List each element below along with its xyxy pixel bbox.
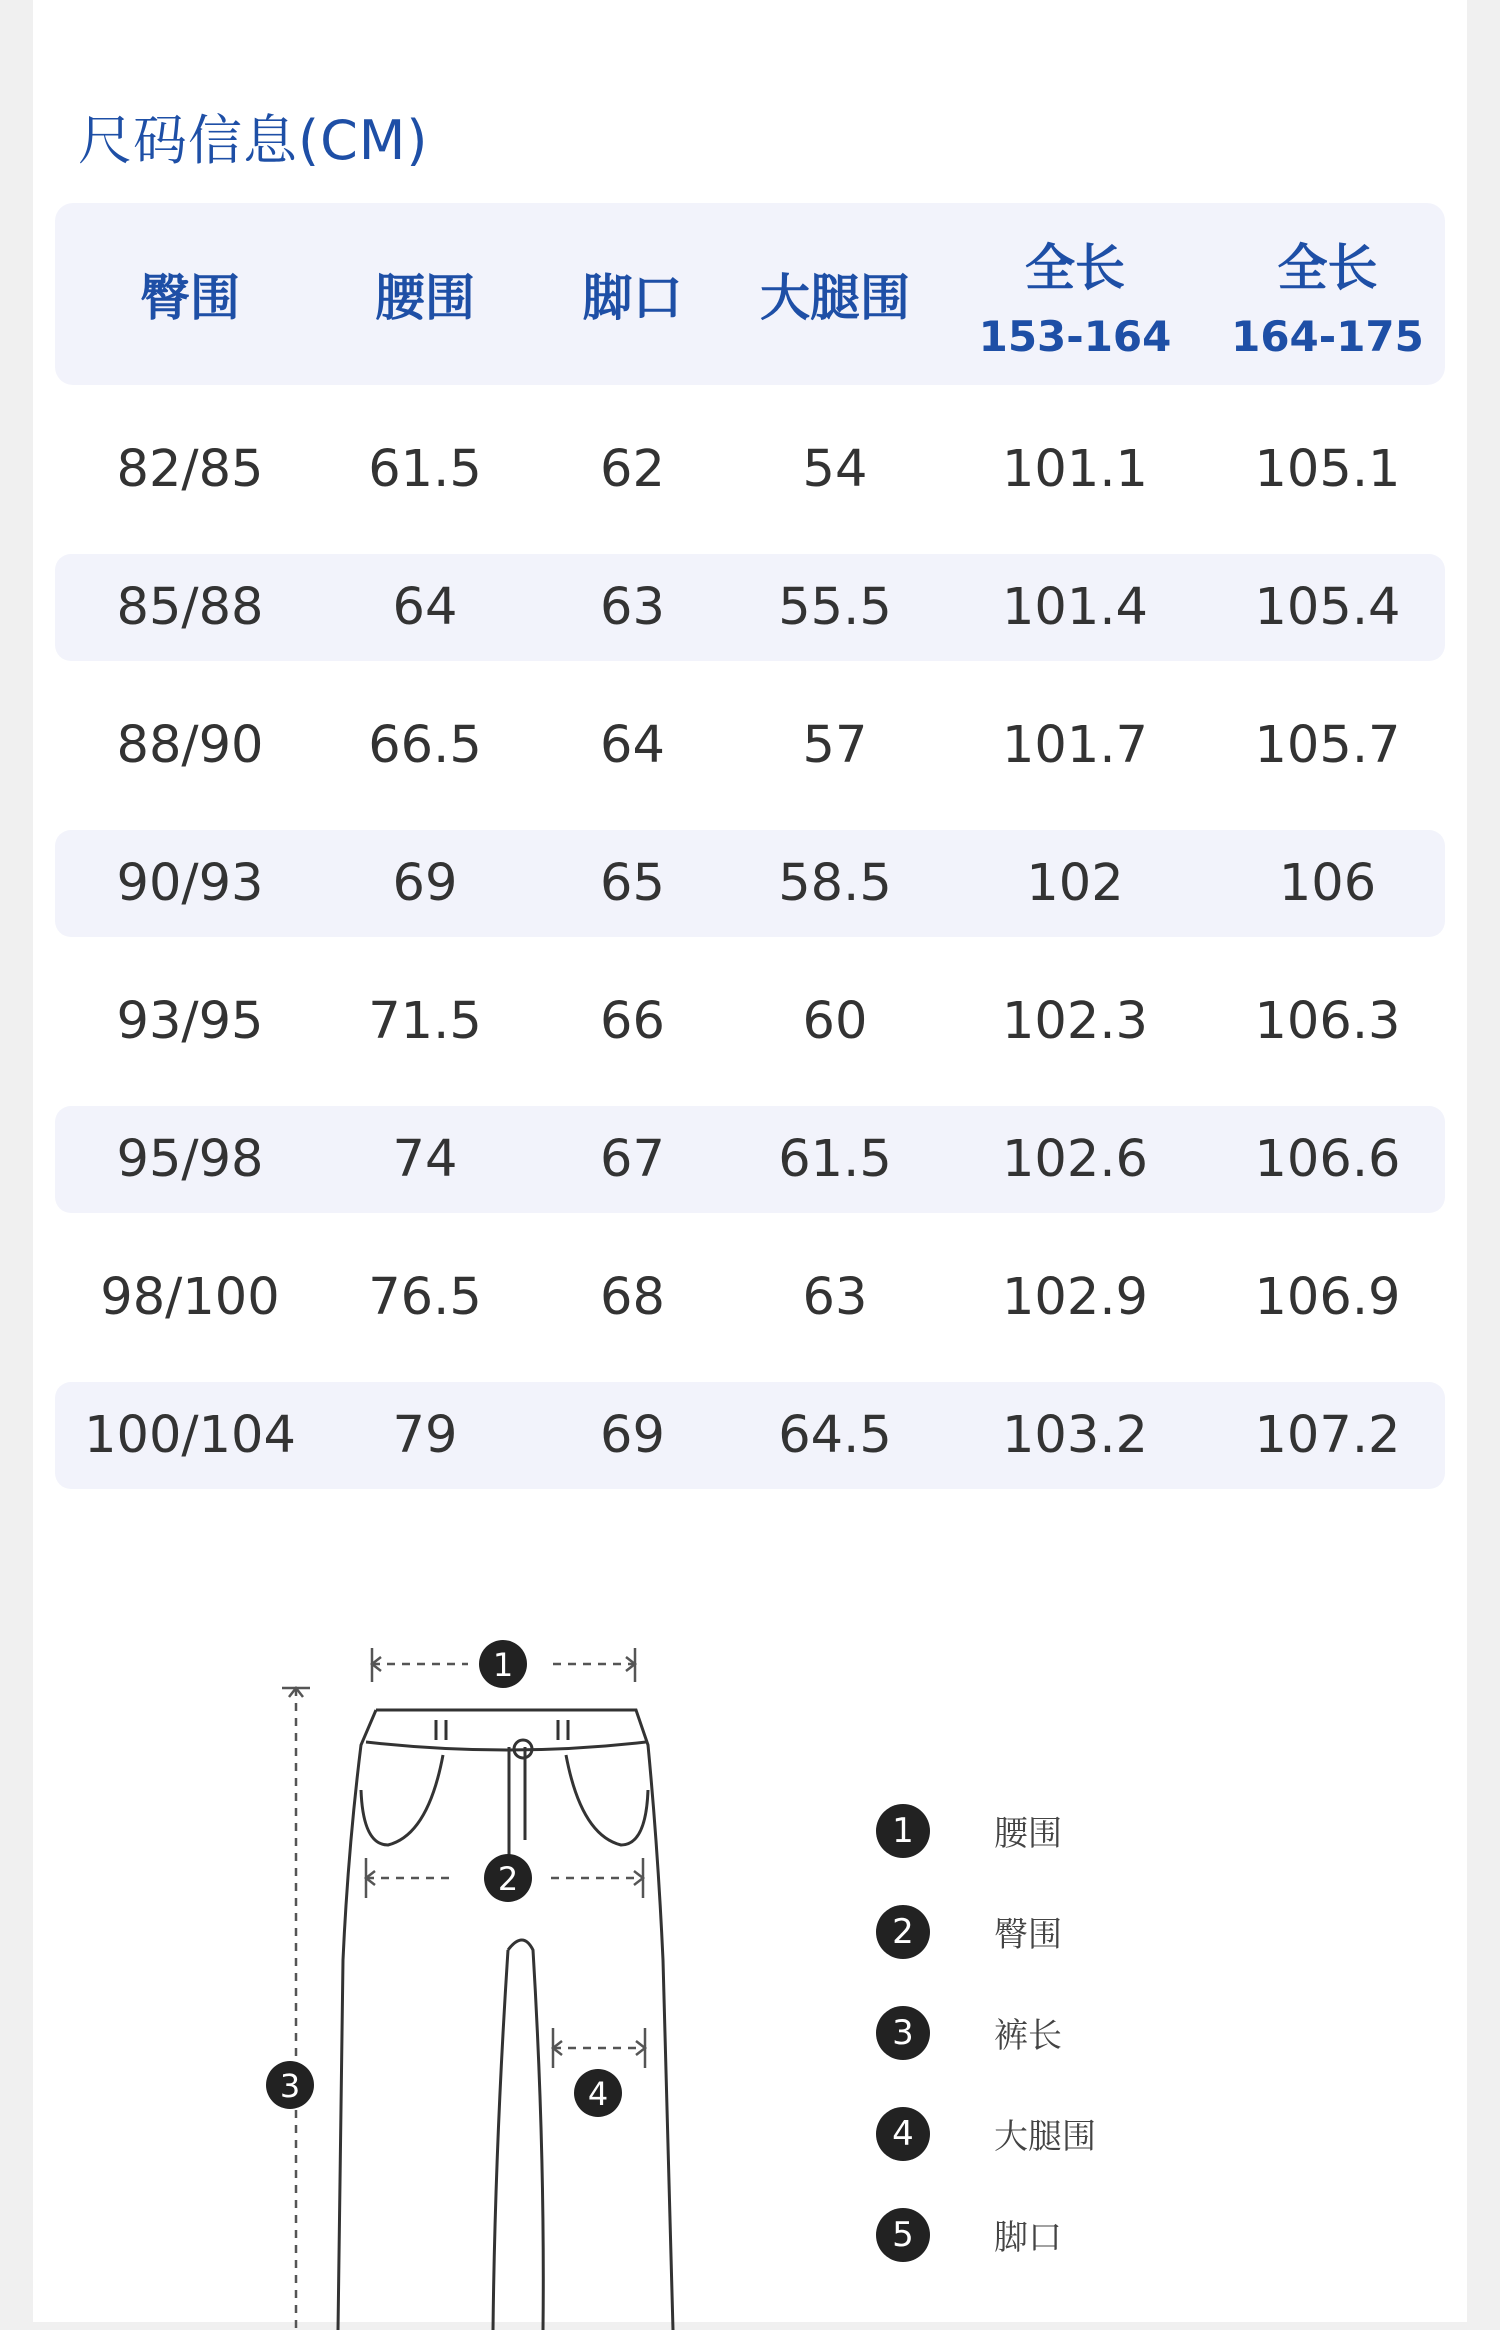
header-sub: 153-164 — [978, 311, 1172, 361]
legend-label: 脚口 — [994, 2218, 1062, 2258]
cell-leg-opening: 65 — [600, 854, 665, 913]
cell-thigh: 60 — [802, 992, 868, 1051]
cell-length-short: 103.2 — [1001, 1406, 1148, 1465]
legend-label: 大腿围 — [994, 2117, 1096, 2157]
diagram-marker-2 — [484, 1854, 532, 1902]
cell-leg-opening: 63 — [600, 578, 665, 637]
cell-hip: 93/95 — [116, 992, 264, 1051]
legend-label: 臀围 — [994, 1915, 1062, 1955]
cell-waist: 61.5 — [368, 440, 482, 499]
table-row — [55, 416, 1445, 523]
cell-length-long: 105.4 — [1254, 578, 1401, 637]
cell-waist: 66.5 — [368, 716, 482, 775]
legend-item — [876, 1780, 1276, 1881]
cell-hip: 95/98 — [116, 1130, 264, 1189]
cell-length-short: 102.9 — [1001, 1268, 1148, 1327]
legend-number: 5 — [876, 2208, 930, 2262]
header-label: 全长 — [1277, 238, 1378, 297]
table-row — [55, 554, 1445, 661]
diagram-marker-1 — [479, 1640, 527, 1688]
legend-item — [876, 2184, 1276, 2285]
cell-hip: 85/88 — [116, 578, 264, 637]
diagram-marker-3 — [266, 2061, 314, 2109]
cell-length-short: 101.7 — [1001, 716, 1148, 775]
legend-number: 2 — [876, 1905, 930, 1959]
cell-waist: 79 — [392, 1406, 458, 1465]
marker-number: 1 — [492, 1646, 514, 1684]
cell-length-short: 102.6 — [1001, 1130, 1148, 1189]
cell-length-short: 102 — [1026, 854, 1124, 913]
marker-number: 3 — [279, 2067, 301, 2105]
table-row — [55, 1382, 1445, 1489]
header-label: 脚口 — [582, 269, 683, 327]
cell-thigh: 61.5 — [778, 1130, 892, 1189]
header-thigh — [740, 258, 930, 330]
cell-waist: 64 — [392, 578, 458, 637]
measurement-legend — [876, 1780, 1276, 2285]
cell-length-long: 106.9 — [1254, 1268, 1401, 1327]
legend-item — [876, 2083, 1276, 2184]
pants-outline — [338, 1710, 673, 2330]
cell-waist: 76.5 — [368, 1268, 482, 1327]
header-label: 全长 — [1025, 238, 1125, 297]
cell-hip: 98/100 — [100, 1268, 280, 1327]
cell-thigh: 58.5 — [778, 854, 892, 913]
cell-thigh: 55.5 — [778, 578, 892, 637]
cell-length-long: 105.7 — [1254, 716, 1401, 775]
marker-number: 4 — [587, 2075, 609, 2113]
legend-label: 腰围 — [994, 1814, 1062, 1854]
header-sub: 164-175 — [1231, 311, 1424, 361]
table-row — [55, 1106, 1445, 1213]
legend-number: 3 — [876, 2006, 930, 2060]
cell-leg-opening: 68 — [600, 1268, 665, 1327]
cell-leg-opening: 62 — [600, 440, 665, 499]
table-row — [55, 1244, 1445, 1351]
cell-leg-opening: 69 — [600, 1406, 665, 1465]
size-chart-page — [33, 0, 1467, 2322]
page-title: 尺码信息(CM) — [78, 109, 429, 172]
legend-label: 裤长 — [994, 2016, 1062, 2056]
pants-diagram — [233, 1630, 733, 2330]
legend-item — [876, 1982, 1276, 2083]
cell-hip: 100/104 — [84, 1406, 296, 1465]
cell-length-short: 101.1 — [1001, 440, 1148, 499]
header-label: 臀围 — [140, 269, 240, 327]
cell-leg-opening: 66 — [600, 992, 665, 1051]
cell-hip: 82/85 — [116, 440, 264, 499]
cell-length-long: 105.1 — [1254, 440, 1401, 499]
header-label: 腰围 — [375, 269, 475, 327]
cell-length-long: 106.3 — [1254, 992, 1401, 1051]
cell-thigh: 63 — [802, 1268, 868, 1327]
header-length-short — [930, 228, 1220, 361]
cell-length-long: 107.2 — [1254, 1406, 1401, 1465]
cell-length-short: 102.3 — [1001, 992, 1148, 1051]
header-waist — [325, 258, 525, 330]
header-hip — [55, 258, 325, 330]
cell-waist: 74 — [392, 1130, 458, 1189]
cell-hip: 90/93 — [116, 854, 264, 913]
table-row — [55, 830, 1445, 937]
cell-length-short: 101.4 — [1001, 578, 1148, 637]
diagram-marker-4 — [574, 2069, 622, 2117]
cell-length-long: 106 — [1278, 854, 1377, 913]
size-table — [55, 203, 1445, 1489]
measure-lines — [296, 1664, 645, 2330]
cell-waist: 71.5 — [368, 992, 482, 1051]
cell-thigh: 64.5 — [778, 1406, 892, 1465]
table-row — [55, 692, 1445, 799]
cell-hip: 88/90 — [116, 716, 264, 775]
cell-thigh: 57 — [802, 716, 868, 775]
cell-leg-opening: 64 — [600, 716, 665, 775]
legend-number: 4 — [876, 2107, 930, 2161]
header-length-long — [1220, 228, 1435, 361]
cell-leg-opening: 67 — [600, 1130, 665, 1189]
table-header — [55, 203, 1445, 385]
marker-number: 2 — [497, 1860, 519, 1898]
cell-length-long: 106.6 — [1254, 1130, 1401, 1189]
legend-number: 1 — [876, 1804, 930, 1858]
cell-waist: 69 — [392, 854, 458, 913]
header-label: 大腿围 — [760, 269, 910, 327]
legend-item — [876, 1881, 1276, 1982]
cell-thigh: 54 — [802, 440, 868, 499]
table-row — [55, 968, 1445, 1075]
header-leg-opening — [525, 258, 740, 330]
